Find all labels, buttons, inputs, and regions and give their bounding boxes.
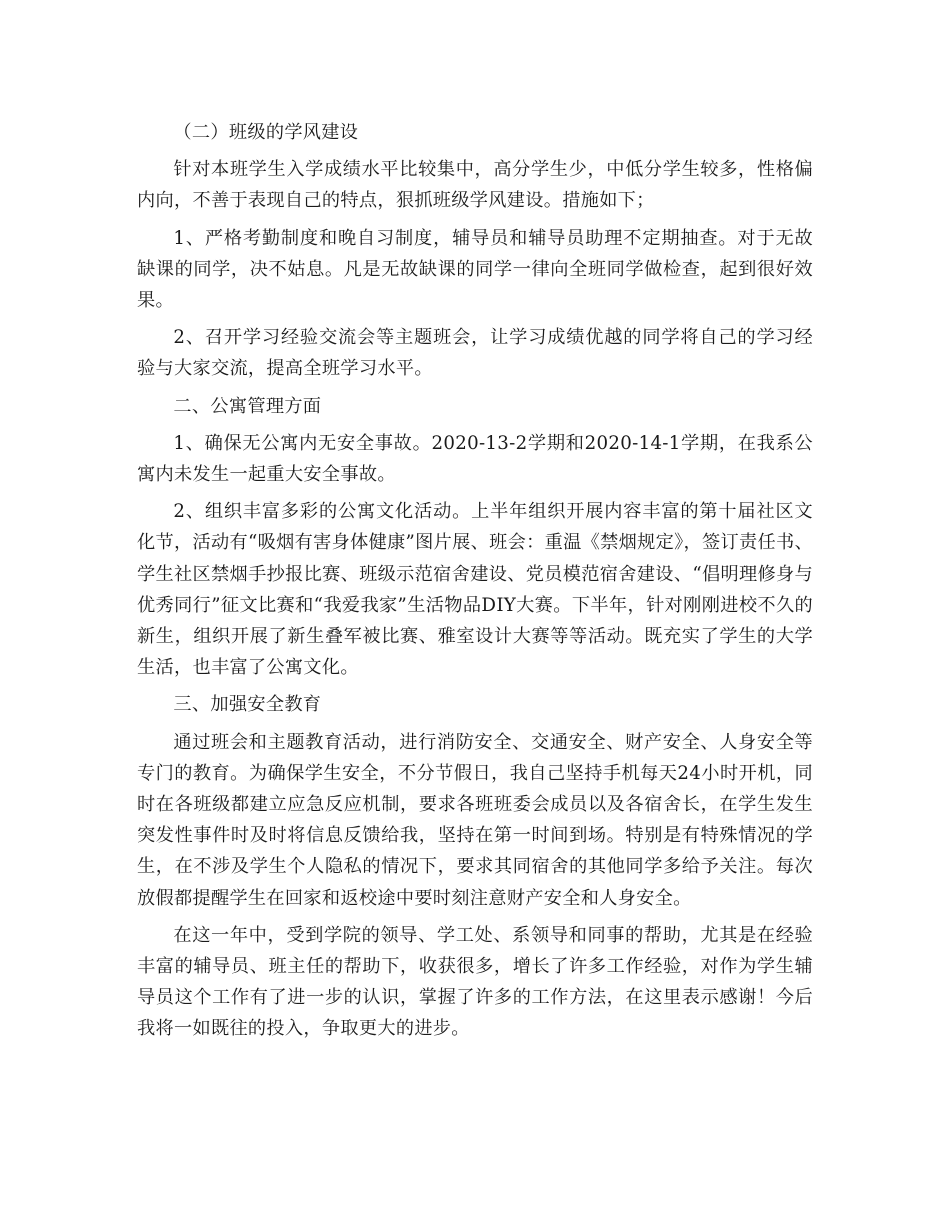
paragraph-dorm-safety: 1、确保无公寓内无安全事故。2020-13-2学期和2020-14-1学期，在我系公寓内未发生一起重大安全事故。 <box>137 432 813 486</box>
paragraph-study-exchange: 2、召开学习经验交流会等主题班会，让学习成绩优越的同学将自己的学习经验与大家交流，提高全班学习水平。 <box>137 327 813 380</box>
paragraph-safety-education: 通过班会和主题教育活动，进行消防安全、交通安全、财产安全、人身安全等专门的教育。为确保学生安全，不分节假日，我自己坚持手机每天24小时开机，同时在各班级都建立应急反应机制，要求各班班委会成员以及各宿舍长，在学生发生突发性事件时及时将信息反馈给我，坚持在第一时间到场。特别是有特殊情况的学生，在不涉及学生个人隐私的情况下，要求其同宿舍的其他同学多给予关注。每次放假都提醒学生在回家和返校途中要时刻注意财产安全和人身安全。 <box>137 731 813 909</box>
section-heading-class-study-style: （二）班级的学风建设 <box>173 122 359 143</box>
paragraph-dorm-culture: 2、组织丰富多彩的公寓文化活动。上半年组织开展内容丰富的第十届社区文化节，活动有“吸烟有害身体健康”图片展、班会：重温《禁烟规定》，签订责任书、学生社区禁烟手抄报比赛、班级示范宿舍建设、党员模范宿舍建设、“倡明理修身与优秀同行”征文比赛和“我爱我家”生活物品DIY大赛。下半年，针对刚刚进校不久的新生，组织开展了新生叠军被比赛、雅室设计大赛等等活动。既充实了学生的大学生活，也丰富了公寓文化。 <box>137 501 813 679</box>
paragraph-attendance-policy: 1、严格考勤制度和晚自习制度，辅导员和辅导员助理不定期抽查。对于无故缺课的同学，决不姑息。凡是无故缺课的同学一律向全班同学做检查，起到很好效果。 <box>137 227 813 312</box>
paragraph-class-overview: 针对本班学生入学成绩水平比较集中，高分学生少，中低分学生较多，性格偏内向，不善于表现自己的特点，狠抓班级学风建设。措施如下； <box>137 159 813 212</box>
paragraph-conclusion: 在这一年中，受到学院的领导、学工处、系领导和同事的帮助，尤其是在经验丰富的辅导员、班主任的帮助下，收获很多，增长了许多工作经验，对作为学生辅导员这个工作有了进一步的认识，掌握了许多的工作方法，在这里表示感谢！今后我将一如既往的投入，争取更大的进步。 <box>137 924 813 1040</box>
document-page <box>137 117 813 1045</box>
section-heading-dorm-management: 二、公寓管理方面 <box>173 395 322 417</box>
section-heading-safety-education: 三、加强安全教育 <box>173 694 322 716</box>
